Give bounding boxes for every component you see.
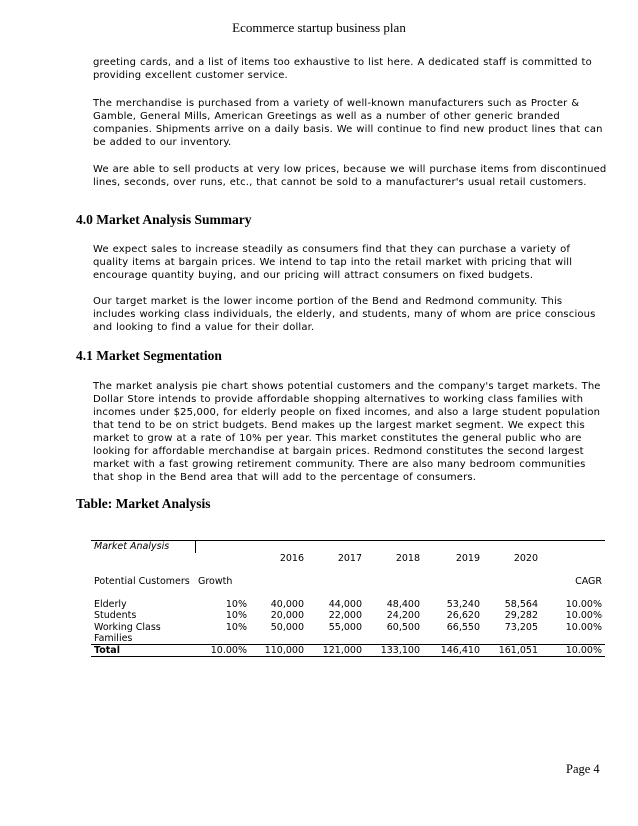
table-row [91,599,605,611]
growth-header: Growth [198,575,233,587]
paragraph-greeting-cards: greeting cards, and a list of items too exhaustive to list here. A dedicated staff is committed to providing excellent customer service. [93,57,592,81]
year-header: 2017 [337,552,362,564]
paragraph-sales-expectation: We expect sales to increase steadily as consumers find that they can purchase a variety of quality items at bargain prices. We intend to tap into the retail market with pricing that will encourage quantity buying, and our pricing will attract consumers on fixed budgets. [93,244,573,281]
year-header: 2018 [395,552,420,564]
page-header: Ecommerce startup business plan [232,20,406,35]
value-cell: 121,000 [307,644,365,657]
cagr-header: CAGR [575,575,602,587]
heading-market-analysis-summary: 4.0 Market Analysis Summary [76,212,252,227]
row-label: Working Class Families [94,621,161,644]
year-header: 2016 [279,552,304,564]
total-label: Total [91,644,195,657]
value-cell: 50,000 [270,621,304,633]
table-caption: Table: Market Analysis [76,496,211,511]
value-cell: 161,051 [483,644,541,657]
value-cell: 58,564 [504,598,538,610]
value-cell: 20,000 [270,610,304,621]
value-cell: 55,000 [328,621,362,633]
row-label: Elderly [94,598,127,610]
page-number: Page 4 [566,762,600,776]
value-cell: 48,400 [386,598,420,610]
value-cell: 146,410 [423,644,483,657]
potential-customers-header: Potential Customers [94,575,190,587]
cagr-cell: 10.00% [565,621,602,633]
table-row [91,622,605,645]
paragraph-merchandise: The merchandise is purchased from a variety of well-known manufacturers such as Procter & Gamble, General Mills, American Greetings as well as a number of other generic branded companies. Shipments arrive on a daily basis. We will continue to find new product lines that can be added to our inventory. [93,98,603,148]
cagr-cell: 10.00% [565,598,602,610]
value-cell: 66,550 [446,621,480,633]
value-cell: 44,000 [328,598,362,610]
growth-cell: 10% [225,598,247,610]
value-cell: 73,205 [504,621,538,633]
value-cell: 40,000 [270,598,304,610]
year-header: 2020 [513,552,538,564]
paragraph-target-market: Our target market is the lower income portion of the Bend and Redmond community. This includes working class individuals, the elderly, and students, many of whom are price conscious and looking to find a value for their dollar. [93,296,596,333]
table-row [91,610,605,622]
market-analysis-table [91,540,605,657]
value-cell: 22,000 [328,610,362,621]
value-cell: 29,282 [504,610,538,621]
value-cell: 110,000 [250,644,307,657]
value-cell: 60,500 [386,621,420,633]
value-cell: 133,100 [365,644,423,657]
table-title: Market Analysis [91,541,195,553]
cagr-cell: 10.00% [565,610,602,621]
cagr-cell: 10.00% [541,644,605,657]
heading-market-segmentation: 4.1 Market Segmentation [76,348,222,363]
year-header: 2019 [455,552,480,564]
value-cell: 24,200 [386,610,420,621]
growth-cell: 10% [225,610,247,621]
growth-cell: 10.00% [195,644,250,657]
growth-cell: 10% [225,621,247,633]
paragraph-market-segmentation: The market analysis pie chart shows potential customers and the company's target markets. The Dollar Store intends to provide affordable shopping alternatives to working class families with incomes under $25,000, for elderly people on fixed incomes, and also a large student population that tend to be on strict budgets. Bend makes up the largest market segment. We expect this market to grow at a rate of 10% per year. This market constitutes the general public who are looking for affordable merchandise at bargain prices. Redmond constitutes the second largest market with a fast growing retirement community. There are also many bedroom communities that shop in the Bend area that will add to the percentage of consumers. [93,381,601,483]
value-cell: 53,240 [446,598,480,610]
total-row [91,644,605,657]
row-label: Students [94,610,137,621]
year-header-row [91,553,605,565]
column-header-row [91,576,605,588]
value-cell: 26,620 [446,610,480,621]
paragraph-low-prices: We are able to sell products at very low prices, because we will purchase items from discontinued lines, seconds, over runs, etc., that cannot be sold to a manufacturer's usual retail customers. [93,164,607,188]
